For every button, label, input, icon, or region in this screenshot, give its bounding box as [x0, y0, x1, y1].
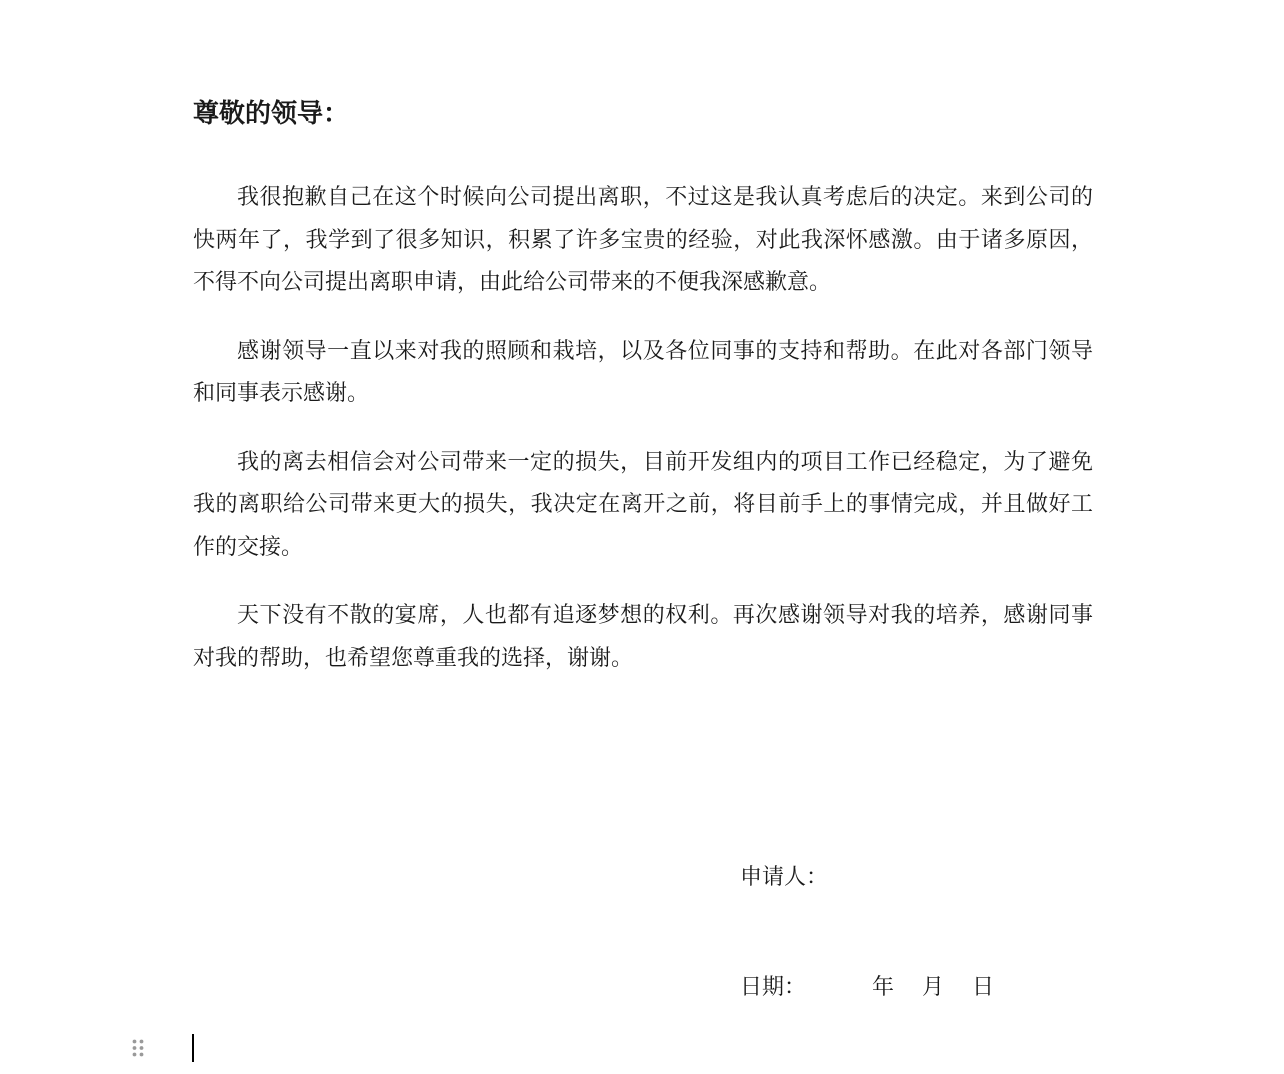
applicant-label: 申请人：	[740, 865, 829, 890]
date-month: 月	[922, 975, 945, 1000]
date-line	[740, 970, 994, 1006]
text-cursor[interactable]	[192, 1034, 194, 1062]
date-day: 日	[972, 975, 995, 1000]
date-year: 年	[872, 975, 895, 1000]
date-label: 日期：	[740, 975, 807, 1000]
letter-body	[193, 177, 1093, 706]
paragraph-1: 我很抱歉自己在这个时候向公司提出离职，不过这是我认真考虑后的决定。来到公司的快两年了，我学到了很多知识，积累了许多宝贵的经验，对此我深怀感激。由于诸多原因，不得不向公司提出离职申请，由此给公司带来的不便我深感歉意。	[193, 185, 1093, 295]
salutation: 尊敬的领导：	[193, 99, 350, 129]
paragraph-4: 天下没有不散的宴席，人也都有追逐梦想的权利。再次感谢领导对我的培养，感谢同事对我的帮助，也希望您尊重我的选择，谢谢。	[193, 603, 1093, 671]
applicant-line	[740, 860, 828, 896]
paragraph-3: 我的离去相信会对公司带来一定的损失，目前开发组内的项目工作已经稳定，为了避免我的离职给公司带来更大的损失，我决定在离开之前，将目前手上的事情完成，并且做好工作的交接。	[193, 449, 1093, 560]
paragraph-2: 感谢领导一直以来对我的照顾和栽培，以及各位同事的支持和帮助。在此对各部门领导和同事表示感谢。	[193, 338, 1093, 406]
drag-handle-icon[interactable]	[131, 1038, 145, 1058]
